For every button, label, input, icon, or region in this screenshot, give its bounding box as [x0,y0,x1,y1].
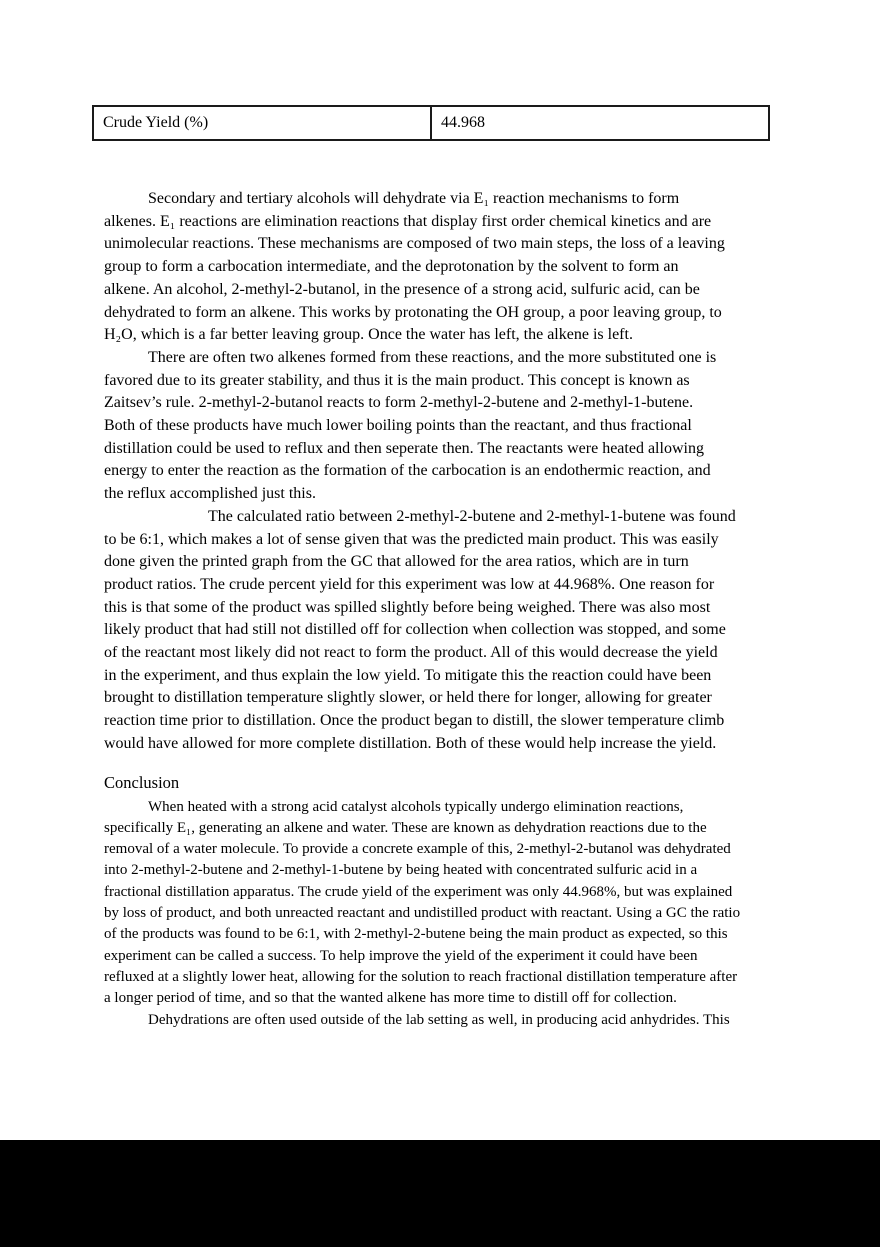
text-line: done given the printed graph from the GC that allowed for the area ratios, which are in turn [104,553,689,571]
text-line: likely product that had still not distilled off for collection when collection was stopped, and some [104,621,726,639]
text-line: energy to enter the reaction as the formation of the carbocation is an endothermic reaction, and [104,462,711,480]
crude-yield-table [92,105,770,141]
paragraph-zaitsev-rule [104,347,780,506]
text-line: Dehydrations are often used outside of the lab setting as well, in producing acid anhydrides. This [148,1011,730,1028]
text-line: There are often two alkenes formed from these reactions, and the more substituted one is [148,348,717,366]
text-line: Secondary and tertiary alcohols will dehydrate via E₁ reaction mechanisms to form [148,190,680,207]
text-line: H₂O, which is a far better leaving group. Once the water has left, the alkene is left. [104,326,633,344]
table-row [93,106,769,140]
text-line: a longer period of time, and so that the wanted alkene has more time to distill off for collection. [104,990,677,1007]
text-line: Zaitsev’s rule. 2-methyl-2-butanol reacts to form 2-methyl-2-butene and 2-methyl-1-butene. [104,394,694,412]
text-line: into 2-methyl-2-butene and 2-methyl-1-butene by being heated with concentrated sulfuric acid in a [104,862,698,879]
text-line: by loss of product, and both unreacted reactant and undistilled product with reactant. Using a GC the ratio [104,905,741,922]
conclusion-body [104,797,780,1031]
text-line: removal of a water molecule. To provide a concrete example of this, 2-methyl-2-butanol was dehydrated [104,841,731,858]
text-line: The calculated ratio between 2-methyl-2-butene and 2-methyl-1-butene was found [208,507,736,525]
conclusion-heading: Conclusion [104,772,180,792]
paragraph-results-discussion [104,506,780,756]
text-line: product ratios. The crude percent yield for this experiment was low at 44.968%. One reason for [104,575,715,593]
text-line: alkene. An alcohol, 2-methyl-2-butanol, in the presence of a strong acid, sulfuric acid, can be [104,280,700,298]
text-line: the reflux accomplished just this. [104,485,316,503]
text-line: in the experiment, and thus explain the low yield. To mitigate this the reaction could have been [104,666,712,684]
report-body [104,188,780,756]
paragraph-conclusion-applications [104,1010,780,1031]
bottom-black-bar [0,1140,880,1247]
text-line: alkenes. E₁ reactions are elimination reactions that display first order chemical kinetics and are [104,212,712,230]
text-line: dehydrated to form an alkene. This works by protonating the OH group, a poor leaving group, to [104,303,722,321]
text-line: favored due to its greater stability, and thus it is the main product. This concept is known as [104,371,690,389]
crude-yield-label-cell: Crude Yield (%) [93,106,431,140]
text-line: to be 6:1, which makes a lot of sense given that was the predicted main product. This was easily [104,530,719,548]
text-line: of the reactant most likely did not react to form the product. All of this would decrease the yield [104,644,718,662]
text-line: Both of these products have much lower boiling points than the reactant, and thus fractional [104,417,692,435]
text-line: unimolecular reactions. These mechanisms are composed of two main steps, the loss of a leaving [104,235,725,253]
text-line: group to form a carbocation intermediate, and the deprotonation by the solvent to form an [104,258,679,276]
text-line: would have allowed for more complete distillation. Both of these would help increase the yield. [104,734,717,752]
text-line: fractional distillation apparatus. The crude yield of the experiment was only 44.968%, but was explained [104,883,733,900]
paragraph-dehydration-mechanism [104,188,780,347]
text-line: distillation could be used to reflux and then seperate then. The reactants were heated allowing [104,439,704,457]
text-line: experiment can be called a success. To help improve the yield of the experiment it could have been [104,947,698,964]
text-line: reaction time prior to distillation. Once the product began to distill, the slower temperature climb [104,712,725,730]
text-line: brought to distillation temperature slightly slower, or held there for longer, allowing for greater [104,689,712,707]
text-line: refluxed at a slightly lower heat, allowing for the solution to reach fractional distillation temperature after [104,968,738,985]
text-line: specifically E₁, generating an alkene and water. These are known as dehydration reactions due to the [104,819,707,836]
crude-yield-value-cell: 44.968 [431,106,769,140]
text-line: this is that some of the product was spilled slightly before being weighed. There was also most [104,598,711,616]
paragraph-conclusion-summary [104,797,780,1010]
text-line: When heated with a strong acid catalyst alcohols typically undergo elimination reactions, [148,798,684,815]
text-line: of the products was found to be 6:1, with 2-methyl-2-butene being the main product as expected, so this [104,926,728,943]
